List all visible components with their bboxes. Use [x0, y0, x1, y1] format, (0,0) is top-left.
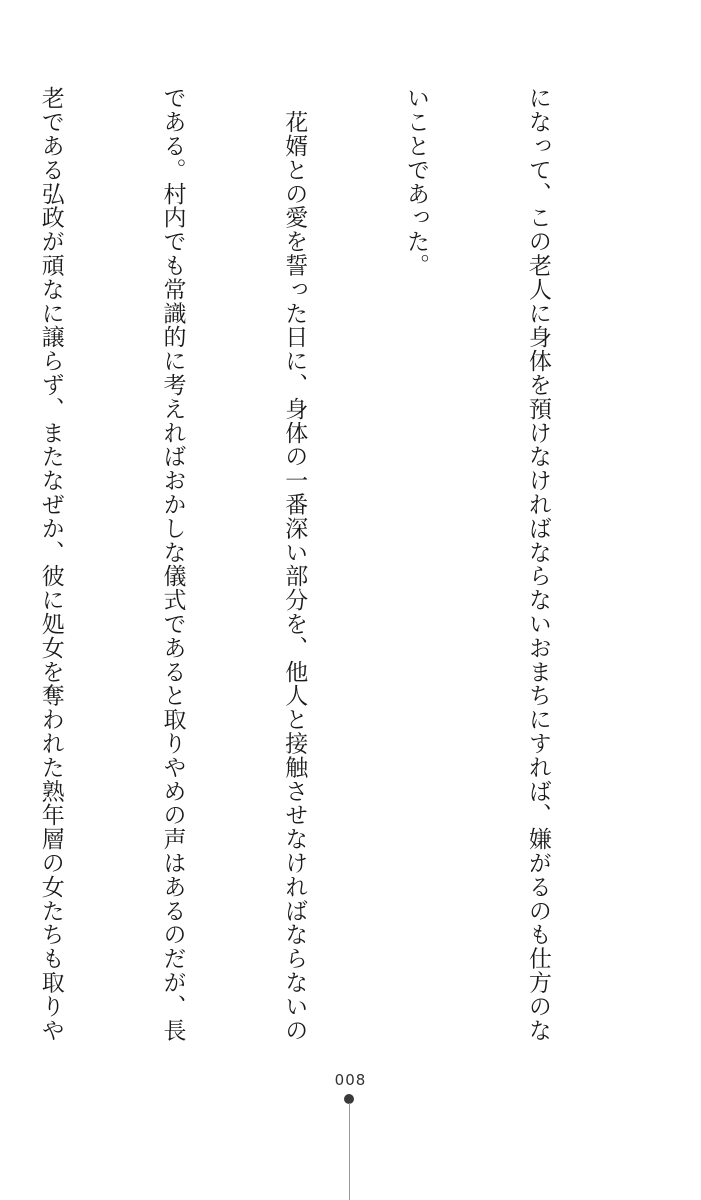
footer-ornament: [344, 1094, 356, 1200]
body-text: [0, 86, 639, 1042]
page-number: 008: [334, 1071, 367, 1089]
text-line: 花婿との愛を誓った日に、身体の一番深い部分を、他人と接触させなければならないの: [281, 86, 308, 1042]
text-line: になって、この老人に身体を預けなければならないおまちにすれば、嫌がるのも仕方のな: [524, 86, 551, 1042]
ornament-line: [349, 1103, 350, 1200]
text-line: 老である弘政が頑なに譲らず、またなぜか、彼に処女を奪われた熟年層の女たちも取りや: [37, 86, 64, 1042]
text-line: いことであった。: [403, 86, 430, 278]
text-line: である。村内でも常識的に考えればおかしな儀式であると取りやめの声はあるのだが、長: [159, 86, 186, 1042]
